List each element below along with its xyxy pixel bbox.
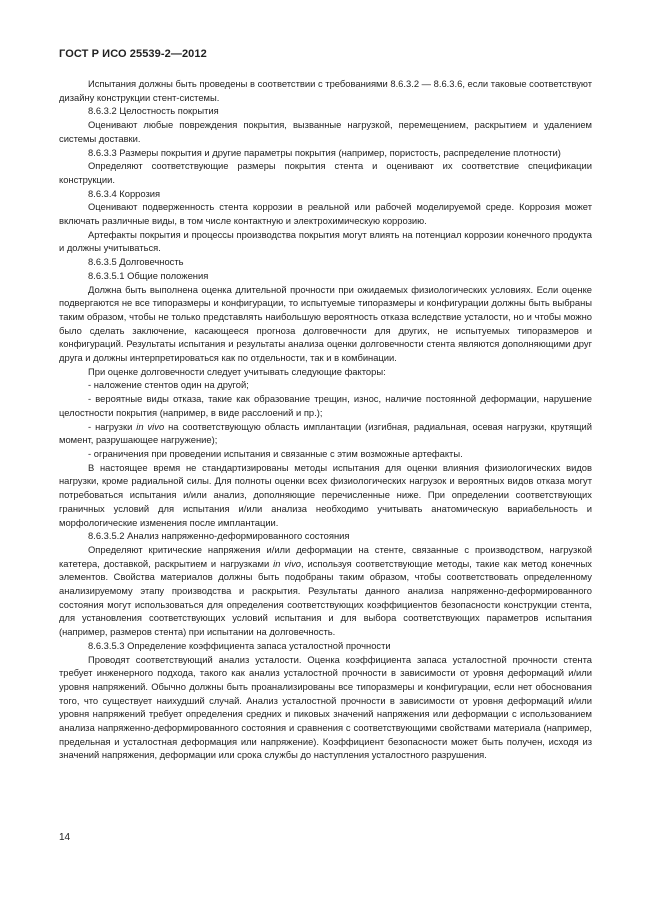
document-body xyxy=(59,77,592,762)
section-heading: 8.6.3.5.3 Определение коэффициента запаса усталостной прочности xyxy=(88,639,391,651)
paragraph: Испытания должны быть проведены в соответствии с требованиями 8.6.3.2 — 8.6.3.6, если таковые соответствуют дизайну конструкции стент-системы. xyxy=(59,78,592,103)
paragraph: В настоящее время не стандартизированы методы испытания для оценки влияния физиологических видов нагрузки, кроме радиальной силы. Для полноты оценки всех физиологических нагрузок и вероятных видов отказа могут потребоваться испытания и/или анализ, дополняющие перечисленные ниже. При определении соответствующих граничных условий для испытания и/или анализа необходимо учитывать анатомическую вариабельность и морфологические изменения после имплантации. xyxy=(59,461,592,528)
document-header: ГОСТ Р ИСО 25539-2—2012 xyxy=(59,48,207,60)
paragraph: Определяют соответствующие размеры покрытия стента и оценивают их соответствие спецификации конструкции. xyxy=(59,160,592,185)
paragraph: Оценивают любые повреждения покрытия, вызванные нагрузкой, перемещением, раскрытием и удалением системы доставки. xyxy=(59,119,592,144)
paragraph: Должна быть выполнена оценка длительной прочности при ожидаемых физиологических условиях. Если оценке подвергаются не все типоразмеры и конфигурации, то испытуемые типоразмеры и конфигурации должны быть выбраны таким образом, чтобы не только представлять наибольшую вероятность отказа вследствие усталости, но и чтобы можно было сделать заключение, касающееся прогноза долговечности для других, не испытуемых типоразмеров и конфигураций. Результаты испытания и результаты анализа оценки долговечности стента являются дополняющими друг друга и должны интерпретироваться как по отдельности, так и в комбинации. xyxy=(59,283,592,364)
list-item: - наложение стентов один на другой; xyxy=(88,379,249,391)
section-heading: 8.6.3.2 Целостность покрытия xyxy=(88,105,219,117)
section-heading: 8.6.3.3 Размеры покрытия и другие параметры покрытия (например, пористость, распределение плотности) xyxy=(88,146,561,158)
section-heading: 8.6.3.5.1 Общие положения xyxy=(88,269,209,281)
paragraph: При оценке долговечности следует учитывать следующие факторы: xyxy=(88,365,386,377)
section-heading: 8.6.3.5 Долговечность xyxy=(88,256,184,268)
list-item: - вероятные виды отказа, такие как образование трещин, износ, наличие постоянной деформации, нарушение целостности покрытия (например, в виде расслоений и пр.); xyxy=(59,393,592,418)
page-number: 14 xyxy=(59,832,71,843)
section-heading: 8.6.3.5.2 Анализ напряженно-деформированного состояния xyxy=(88,530,350,542)
paragraph: Оценивают подверженность стента коррозии в реальной или рабочей моделируемой среде. Коррозия может включать различные виды, в том числе контактную и электрохимическую коррозию. xyxy=(59,201,592,227)
paragraph: Артефакты покрытия и процессы производства покрытия могут влиять на потенциал коррозии конечного продукта и должны учитываться. xyxy=(59,228,592,254)
list-item: - нагрузки in vivo на соответствующую область имплантации (изгибная, радиальная, осевая нагрузки, крутящий момент, разрушающее нагружение); xyxy=(59,420,593,446)
paragraph: Определяют критические напряжения и/или деформации на стенте, связанные с производством, нагрузкой катетера, доставкой, раскрытием и нагрузками in vivo, используя соответствующие методы, такие как метод конечных элементов. Свойства материалов должны быть подобраны таким образом, чтобы соответствовать определенному анализируемому этапу производства и раскрытия. Результаты данного анализа напряженно-деформированного состояния могут использоваться для определения соответствующих коэффициентов безопасности конструкции стента, для установления соответствующих условий испытания и для выбора соответствующих параметров испытания (например, размеров стента) при испытании на долговечность. xyxy=(59,543,592,638)
section-heading: 8.6.3.4 Коррозия xyxy=(88,187,161,199)
list-item: - ограничения при проведении испытания и связанные с этим возможные артефакты. xyxy=(88,447,463,459)
paragraph: Проводят соответствующий анализ усталости. Оценка коэффициента запаса усталостной прочности стента требует инженерного подхода, такого как анализ усталостной прочности в зависимости от уровня деформаций и/или уровня напряжений. Обычно должны быть проанализированы все типоразмеры и конфигурации, если нет обоснования того, что существует наихудший случай. Анализ усталостной прочности в зависимости от уровня деформаций и/или уровня напряжений требует определения средних и пиковых значений напряжения или деформации с использованием анализа напряженно-деформированного состояния и сравнения с соответствующими свойствами материала (например, предельная и усталостная деформация или напряжение). Коэффициент безопасности может быть получен, исходя из значений напряжения, деформации или срока службы до наступления усталостного разрушения. xyxy=(59,653,592,761)
